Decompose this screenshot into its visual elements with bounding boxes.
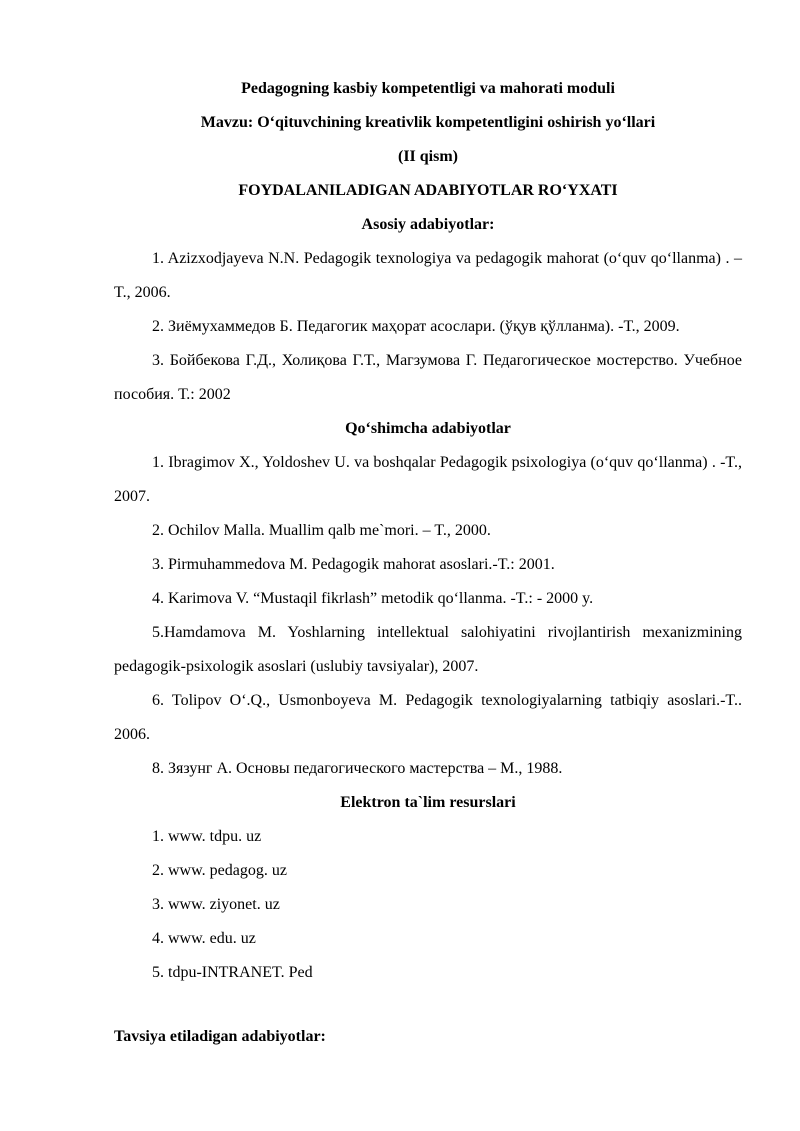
part-label: (II qism) [397,148,458,165]
additional-literature-item: 3. Pirmuhammedova M. Pedagogik mahorat asoslari.-T.: 2001. [152,556,555,573]
additional-literature-item: 2. Ochilov Malla. Muallim qalb me`mori. – T., 2000. [152,522,491,539]
main-literature-heading: Asosiy adabiyotlar: [361,216,495,233]
main-literature-item: 1. Azizxodjayeva N.N. Pedagogik texnologiya va pedagogik mahorat (o‘quv qo‘llanma) . –T., 2006. [114,250,742,301]
additional-literature-item: 5.Hamdamova M. Yoshlarning intellektual salohiyatini rivojlantirish mexanizmining pedagogik-psixologik asoslari (uslubiy tavsiyalar), 2007. [114,624,742,675]
electronic-resource-item: 5. tdpu-INTRANET. Ped [152,964,313,981]
electronic-resource-item: 2. www. pedagog. uz [152,862,287,879]
electronic-resource-item: 1. www. tdpu. uz [152,828,262,845]
recommended-literature-heading: Tavsiya etiladigan adabiyotlar: [114,1028,326,1045]
document-body [114,72,742,1054]
topic-title: Mavzu: O‘qituvchining kreativlik kompetentligini oshirish yo‘llari [200,114,656,131]
electronic-resource-item: 4. www. edu. uz [152,930,256,947]
additional-literature-item: 8. Зязунг А. Основы педагогического мастерства – М., 1988. [152,760,563,777]
main-literature-item: 2. Зиёмухаммедов Б. Педагогик маҳорат асослари. (ўқув қўлланма). -Т., 2009. [152,318,680,335]
main-literature-item: 3. Бойбекова Г.Д., Холиқова Г.Т., Магзумова Г. Педагогическое мостерство. Учебное пособия. Т.: 2002 [114,352,742,403]
additional-literature-heading: Qo‘shimcha adabiyotlar [345,420,511,437]
literature-list-heading: FOYDALANILADIGAN ADABIYOTLAR RO‘YXATI [238,182,618,199]
additional-literature-item: 6. Tolipov O‘.Q., Usmonboyeva M. Pedagogik texnologiyalarning tatbiqiy asoslari.-T.. 2006. [114,692,742,743]
additional-literature-item: 4. Karimova V. “Mustaqil fikrlash” metodik qo‘llanma. -T.: - 2000 y. [152,590,594,607]
electronic-resources-heading: Elektron ta`lim resurslari [340,794,516,811]
module-title: Pedagogning kasbiy kompetentligi va mahorati moduli [241,80,615,97]
spacer [114,990,742,1020]
additional-literature-item: 1. Ibragimov X., Yoldoshev U. va boshqalar Pedagogik psixologiya (o‘quv qo‘llanma) . -T., 2007. [114,454,742,505]
electronic-resource-item: 3. www. ziyonet. uz [152,896,280,913]
